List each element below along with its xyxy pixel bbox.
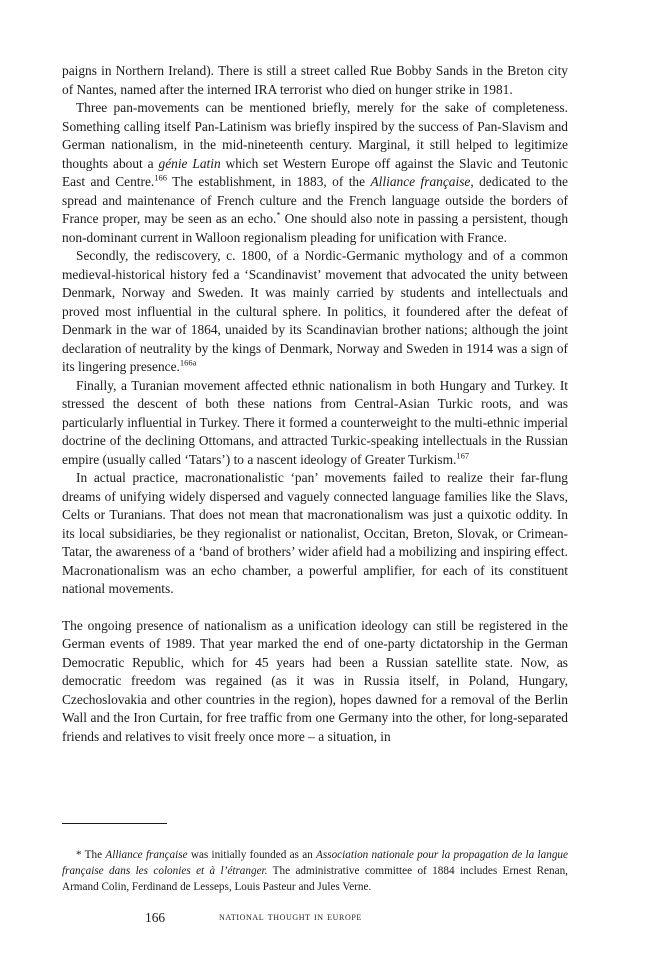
text-run: * The — [76, 849, 106, 861]
italic-text: génie Latin — [158, 155, 221, 171]
italic-text: Alliance française — [105, 849, 188, 861]
text-run: One should also note in passing a persistent, though non-dominant current in Walloon regionalism pleading for unification with France. — [62, 211, 569, 245]
paragraph — [62, 62, 568, 99]
text-run: Three pan-movements can be mentioned briefly, merely for the sake of completeness. Something calling itself Pan-Latinism was briefly inspired by the success of Pan-Slavism and German nationalism, in the mid-nineteenth century. Marginal, it still helped to legitimize thoughts about a — [62, 100, 568, 171]
footnote-marker: * — [276, 209, 281, 220]
text-run: The ongoing presence of nationalism as a unification ideology can still be registered in the German events of 1989. That year marked the end of one-party dictatorship in the German Democratic Republic, which for 45 years had been a Russian satellite state. Now, as democratic freedom was regained (as it was in Russia itself, in Poland, Hungary, Czechoslovakia and other countries in the region), hopes dawned for a removal of the Berlin Wall and the Iron Curtain, for free traffic from one Germany into the other, for long-separated friends and relatives to visit freely once more – a situation, in — [62, 617, 568, 744]
page-footer — [0, 910, 650, 930]
italic-text: Alliance française — [370, 174, 471, 189]
page-number: 166 — [145, 910, 166, 925]
footnote-rule — [62, 823, 167, 824]
text-run: , dedicated to the spread and maintenance of French culture and the French language outside the borders of France proper, may be seen as an echo. — [62, 174, 569, 226]
footnote-marker: 167 — [456, 450, 470, 461]
text-run: The establishment, in 1883, of the — [167, 174, 371, 189]
text-run: The administrative committee of 1884 includes Ernest Renan, Armand Colin, Ferdinand de Lesseps, Louis Pasteur and Jules Verne. — [62, 865, 568, 893]
paragraph — [62, 377, 568, 470]
running-head: national thought in europe — [219, 911, 362, 923]
paragraph — [62, 247, 568, 377]
body-text — [62, 62, 568, 746]
text-run: In actual practice, macronationalistic ‘pan’ movements failed to realize their far-flung dreams of unifying widely dispersed and vaguely connected language families like the Slavs, Celts or Turanians. That does not mean that macronationalism was just a quixotic oddity. In its local subsidiaries, be they regionalist or nationalist, Occitan, Breton, Slovak, or Crimean-Tatar, the awareness of a ‘band of brothers’ wider afield had a mobilizing and inspiring effect. Macronationalism was an echo chamber, a powerful amplifier, for each of its constituent national movements. — [62, 470, 568, 596]
italic-text: Association nationale pour la propagation de la langue française dans les colonies et à l’étranger. — [62, 849, 568, 877]
paragraph — [62, 469, 568, 599]
text-run: was initially founded as an — [187, 849, 317, 861]
footnote-marker: 166a — [179, 357, 197, 368]
footnote — [62, 847, 568, 895]
text-run: which set Western Europe off against the Slavic and Teutonic East and Centre. — [62, 155, 569, 189]
text-run: paigns in Northern Ireland). There is still a street called Rue Bobby Sands in the Breton city of Nantes, named after the interned IRA terrorist who died on hunger strike in 1981. — [62, 63, 568, 97]
text-run: Finally, a Turanian movement affected ethnic nationalism in both Hungary and Turkey. It stressed the descent of both these nations from Central-Asian Turkic roots, and was particularly influential in Turkey. There it formed a counterweight to the multi-ethnic imperial doctrine of the declining Ottomans, and attracted Turkic-speaking intellectuals in the Russian empire (usually called ‘Tatars’) to a nascent ideology of Greater Turkism. — [62, 377, 568, 467]
paragraph — [62, 617, 568, 747]
footnote-marker: 166 — [154, 172, 167, 183]
text-run: Secondly, the rediscovery, c. 1800, of a Nordic-Germanic mythology and of a common medieval-historical history fed a ‘Scandinavist’ movement that advocated the unity between Denmark, Norway and Sweden. It was mainly carried by students and intellectuals and proved most influential in the cultural sphere. In politics, it foundered after the defeat of Denmark in the war of 1864, unaided by its Scandinavian brother nations; although the joint declaration of neutrality by the kings of Denmark, Norway and Sweden in 1914 was a sign of its lingering presence. — [62, 248, 568, 374]
paragraph — [62, 99, 568, 247]
